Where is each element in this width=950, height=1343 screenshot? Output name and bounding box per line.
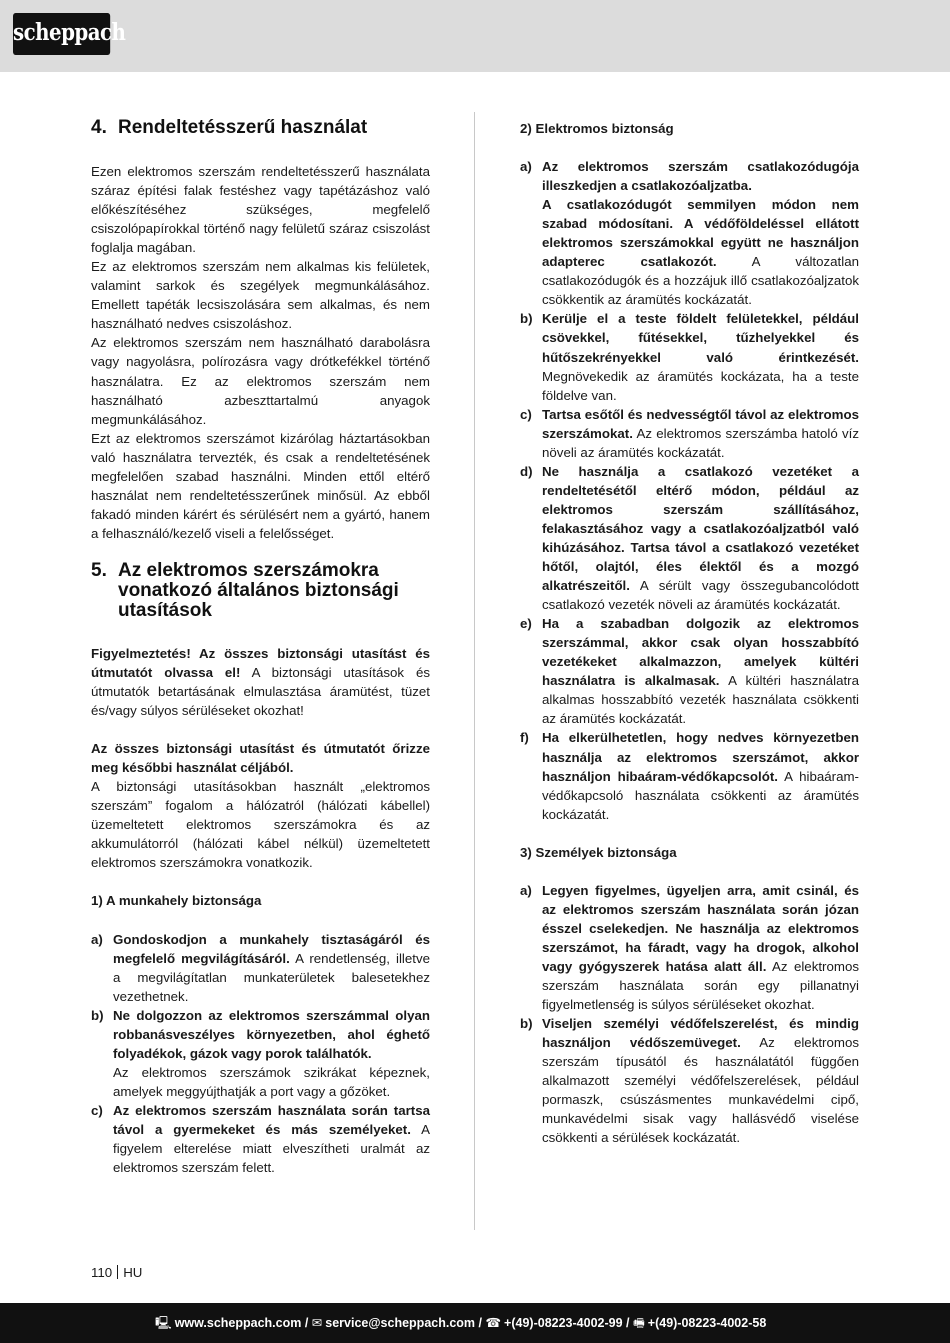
item-text: Az elektromos szerszámba hatoló víz növeli az áramütés kockázatát. bbox=[542, 425, 859, 460]
item-bold: Tartsa esőtől és nedvességtől távol az elektromos szerszámokat. bbox=[542, 406, 859, 441]
contact-phone: +(49)-08223-4002-99 / bbox=[504, 1316, 630, 1330]
item-text: Az elektromos szerszám típusától és használatától függően alkalmazott személyi védőfelszerelések, például pormaszk, csúszásmentes munkavédelmi cipő, munkavédelmi sisak vagy hallásvédő viselése csökkenti a sérülések kockázatát. bbox=[542, 1035, 859, 1146]
column-divider bbox=[474, 112, 475, 1230]
section-5-heading bbox=[91, 561, 430, 621]
item-label: b) bbox=[91, 1007, 104, 1023]
left-column bbox=[91, 115, 430, 1177]
list-item bbox=[520, 309, 859, 404]
computer-icon: 🖳 bbox=[155, 1316, 172, 1330]
item-bold: Kerülje el a teste földelt felületekkel, például csövekkel, fűtésekkel, tűzhelyekkel és hűtőszekrényekkel való érintkezését. bbox=[542, 311, 859, 365]
item-label: a) bbox=[520, 159, 532, 175]
list-item bbox=[91, 930, 430, 1006]
list-item bbox=[91, 1101, 430, 1177]
item-label: c) bbox=[91, 1102, 103, 1118]
item-bold: Viseljen személyi védőfelszerelést, és mindig használjon védőszemüveget. bbox=[542, 1016, 859, 1051]
paragraph: Ez az elektromos szerszám nem alkalmas kis felületek, valamint sarkok és szegélyek megmunkálásához. Emellett tapéták lecsiszolására sem alkalmas, és nem használható nedves csiszoláshoz. bbox=[91, 259, 430, 332]
list-item bbox=[520, 881, 859, 1014]
item-text: A figyelem elterelése miatt elveszítheti uralmát az elektromos szerszám felett. bbox=[113, 1121, 430, 1176]
item-bold: Gondoskodjon a munkahely tisztaságáról és megfelelő megvilágításáról. bbox=[113, 931, 430, 966]
item-bold: Legyen figyelmes, ügyeljen arra, amit csinál, és az elektromos szerszám használata során józan ésszel cselekedjen. Ne használja az elektromos szerszámot, ha fáradt, vagy ha drogok, alkohol vagy gyógyszerek hatása alatt áll. bbox=[542, 882, 859, 974]
paragraph: Ezen elektromos szerszám rendeltetésszerű használata száraz építési falak festéshez vagy tapétázáshoz való előkészítéséhez szükséges, megfelelő csiszolópapírokkal történő nagy felületű száraz csiszolást foglalja magában. bbox=[91, 164, 430, 256]
list-item bbox=[520, 1014, 859, 1147]
item-label: e) bbox=[520, 616, 532, 632]
list-item bbox=[520, 728, 859, 823]
item-bold: Ha elkerülhetetlen, hogy nedves környezetben használja az elektromos szerszámot, akkor használjon hibaáram-védőkapcsolót. bbox=[542, 730, 859, 784]
item-text: A hibaáram-védőkapcsoló használata csökkenti az áramütés kockázatát. bbox=[542, 768, 859, 822]
item-label: c) bbox=[520, 406, 532, 422]
item-bold: A csatlakozódugót semmilyen módon nem szabad módosítani. A védőföldeléssel ellátott elektromos szerszámokkal együtt ne használjon adaptereс csatlakozót. bbox=[542, 197, 859, 270]
list-item bbox=[520, 157, 859, 309]
item-label: a) bbox=[520, 882, 532, 898]
item-bold: Ne használja a csatlakozó vezetéket a rendeltetésétől eltérő módon, például az elektromos szerszám szállításához, felakasztásához vagy a csatlakozóaljzatból való kihúzásához. Tartsa távol a csatlakozó vezetéket hőtől, olajtól, éles élektől és a mozgó alkatrészeitől. bbox=[542, 463, 859, 594]
page-footer bbox=[91, 1265, 142, 1280]
list-item bbox=[520, 405, 859, 462]
subheading-workplace: 1) A munkahely biztonsága bbox=[91, 893, 262, 909]
section-number: 5. bbox=[91, 559, 107, 581]
list-item bbox=[91, 1006, 430, 1101]
mail-icon: ✉ bbox=[311, 1316, 323, 1330]
subheading-personal: 3) Személyek biztonsága bbox=[520, 844, 677, 860]
item-text: Megnövekedik az áramütés kockázata, ha a teste földelve van. bbox=[542, 368, 859, 403]
keep-text: A biztonsági utasításokban használt „elektromos szerszám” fogalom a hálózatról (hálózati kábellel) üzemeltetett elektromos szerszámokra és az akkumulátorról (hálózati kábel nélkül) üzemeltetett elektromos szerszámokra vonatkozik. bbox=[91, 779, 430, 871]
warning-paragraph bbox=[91, 644, 430, 720]
section-title: Az elektromos szerszámokra vonatkozó általános biztonsági utasítások bbox=[118, 559, 399, 621]
fax-icon: 🖷 bbox=[632, 1316, 645, 1330]
warning-bold: Figyelmeztetés! Az összes biztonsági utasítást és útmutatót olvassa el! bbox=[91, 645, 430, 680]
section-4-heading bbox=[91, 118, 430, 138]
keep-paragraph bbox=[91, 739, 430, 777]
item-text: A sérült vagy összegubancolódott csatlakozó vezeték növeli az áramütés kockázatát. bbox=[542, 578, 859, 613]
keep-bold: Az összes biztonsági utasítást és útmutatót őrizze meg későbbi használat céljából. bbox=[91, 741, 430, 776]
item-bold: Ha a szabadban dolgozik az elektromos szerszámmal, akkor csak olyan hosszabbító vezetékeket alkalmazzon, amelyek kültéri használatra is alkalmasak. bbox=[542, 616, 859, 689]
footer-separator bbox=[117, 1265, 118, 1279]
item-label: b) bbox=[520, 311, 533, 327]
section-title: Rendeltetésszerű használat bbox=[118, 117, 368, 138]
list-item bbox=[520, 614, 859, 728]
item-text: Az elektromos szerszám használata során egy pillanatnyi figyelmetlenség is súlyos sérüléseket okozhat. bbox=[542, 958, 859, 1013]
item-bold: Ne dolgozzon az elektromos szerszámmal olyan robbanásveszélyes környezetben, ahol éghető folyadékok, gázok vagy porok találhatók. bbox=[113, 1007, 430, 1061]
paragraph: Ezt az elektromos szerszámot kizárólag háztartásokban való használatra tervezték, és csak a rendeltetésének megfelelően szabad használni. Minden ettől eltérő használat nem rendeltetésszerűnek minősül. Az ebből fakadó minden kárért és sérülésért nem a gyártó, hanem a felhasználó/kezelő viseli a felelősséget. bbox=[91, 430, 430, 541]
scheppach-logo: scheppach bbox=[13, 13, 110, 55]
item-text: A változatlan csatlakozódugók és a hozzájuk illő csatlakozóaljzatok csökkentik az áramütés kockázatát. bbox=[542, 254, 859, 308]
header-bar bbox=[0, 0, 950, 72]
list-item bbox=[520, 462, 859, 614]
contact-web[interactable]: www.scheppach.com / bbox=[174, 1316, 309, 1330]
paragraph: Az elektromos szerszám nem használható darabolásra vagy nagyolásra, polírozásra vagy drótkefékkel történő használatra. Ez az elektromos szerszám nem használható azbeszttartalmú anyagok megmunkálásához. bbox=[91, 335, 430, 427]
contact-fax: +(49)-08223-4002-58 bbox=[647, 1316, 767, 1330]
item-text: A rendetlenség, illetve a megvilágítatlan munkaterületek balesetekhez vezethetnek. bbox=[113, 950, 430, 1004]
section-number: 4. bbox=[91, 117, 107, 138]
item-label: d) bbox=[520, 463, 533, 479]
phone-icon: ☎ bbox=[485, 1316, 502, 1330]
item-label: a) bbox=[91, 931, 103, 947]
item-text: Az elektromos szerszámok szikrákat képeznek, amelyek meggyújthatják a port vagy a gőzöket. bbox=[113, 1064, 430, 1099]
item-label: b) bbox=[520, 1016, 533, 1032]
subheading-electrical: 2) Elektromos biztonság bbox=[520, 121, 674, 136]
item-bold: Az elektromos szerszám csatlakozódugója illeszkedjen a csatlakozóaljzatba. bbox=[542, 159, 859, 194]
warning-text: A biztonsági utasítások és útmutatók betartásának elmulasztása áramütést, tüzet és/vagy súlyos sérüléseket okozhat! bbox=[91, 664, 430, 719]
language-code: HU bbox=[123, 1265, 143, 1280]
contact-mail[interactable]: service@scheppach.com / bbox=[325, 1316, 482, 1330]
contact-bar bbox=[0, 1303, 950, 1343]
item-bold: Az elektromos szerszám használata során tartsa távol a gyermekeket és más személyeket. bbox=[113, 1102, 430, 1137]
item-text: A kültéri használatra alkalmas hosszabbító vezeték használata csökkenti az áramütés kockázatát. bbox=[542, 673, 859, 727]
item-label: f) bbox=[520, 730, 529, 746]
page-number: 110 bbox=[91, 1265, 113, 1280]
right-column bbox=[520, 115, 859, 1147]
